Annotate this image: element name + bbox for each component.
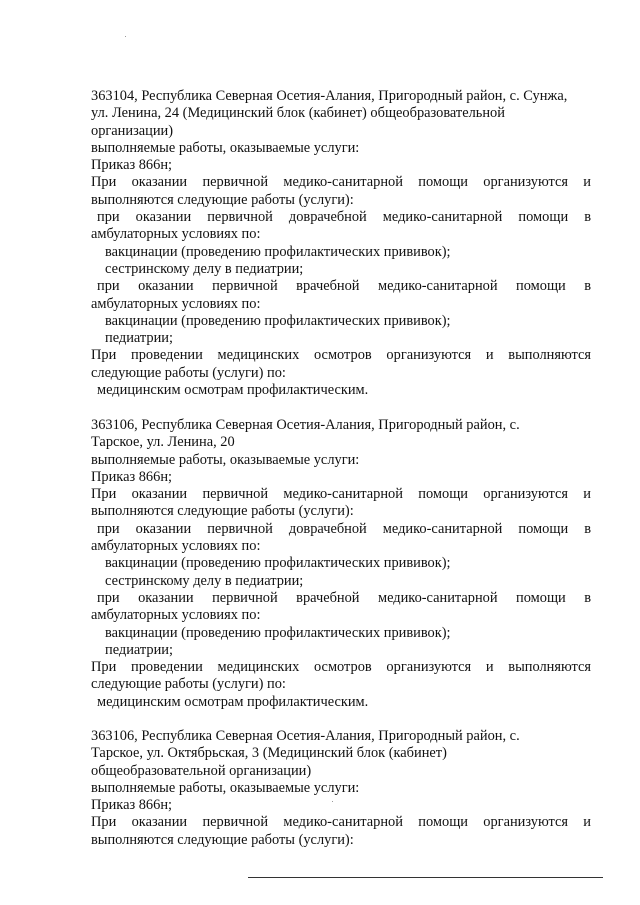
text-line: следующие работы (услуги) по:	[91, 676, 286, 693]
text-line: амбулаторных условиях по:	[91, 295, 261, 312]
list-item: медицинским осмотрам профилактическим.	[97, 693, 369, 710]
text-line: амбулаторных условиях по:	[91, 607, 261, 624]
order-reference: Приказ 866н;	[91, 468, 173, 485]
address-line: Тарское, ул. Ленина, 20	[91, 434, 235, 451]
list-item: вакцинации (проведению профилактических прививок);	[105, 243, 451, 260]
text-line: выполняются следующие работы (услуги):	[91, 831, 354, 848]
list-item: вакцинации (проведению профилактических прививок);	[105, 312, 451, 329]
order-reference: Приказ 866н;	[91, 157, 173, 174]
text-line: При оказании первичной медико-санитарной помощи организуются и	[91, 174, 591, 191]
text-line: следующие работы (услуги) по:	[91, 364, 286, 381]
text-line: выполняются следующие работы (услуги):	[91, 503, 354, 520]
text-line: При оказании первичной медико-санитарной помощи организуются и	[91, 486, 591, 503]
list-item: вакцинации (проведению профилактических прививок);	[105, 624, 451, 641]
services-heading: выполняемые работы, оказываемые услуги:	[91, 139, 360, 156]
address-line: общеобразовательной организации)	[91, 762, 312, 779]
list-item: педиатрии;	[105, 641, 173, 658]
text-line: при оказании первичной врачебной медико-санитарной помощи в	[97, 278, 591, 295]
address-line: 363106, Республика Северная Осетия-Алания, Пригородный район, с.	[91, 728, 520, 744]
list-item: вакцинации (проведению профилактических прививок);	[105, 555, 451, 572]
license-section-tarskoe-oktyabrskaya	[91, 728, 591, 849]
text-line: при оказании первичной доврачебной медико-санитарной помощи в	[97, 209, 591, 226]
text-line: при оказании первичной доврачебной медико-санитарной помощи в	[97, 520, 591, 537]
services-heading: выполняемые работы, оказываемые услуги:	[91, 451, 360, 468]
scan-speck	[125, 36, 126, 37]
footer-rule	[248, 877, 603, 878]
text-line: при оказании первичной врачебной медико-санитарной помощи в	[97, 589, 591, 606]
scan-speck	[332, 801, 333, 802]
license-section-sunzha	[91, 88, 591, 399]
license-section-tarskoe-lenina	[91, 417, 591, 711]
list-item: педиатрии;	[105, 330, 173, 347]
list-item: сестринскому делу в педиатрии;	[105, 260, 304, 277]
address-line: ул. Ленина, 24 (Медицинский блок (кабинет) общеобразовательной	[91, 105, 505, 122]
address-line: Тарское, ул. Октябрьская, 3 (Медицинский блок (кабинет)	[91, 745, 447, 762]
text-line: При проведении медицинских осмотров организуются и выполняются	[91, 347, 591, 364]
services-heading: выполняемые работы, оказываемые услуги:	[91, 779, 360, 796]
text-line: амбулаторных условиях по:	[91, 226, 261, 243]
text-line: При проведении медицинских осмотров организуются и выполняются	[91, 659, 591, 676]
address-line: организации)	[91, 122, 174, 139]
address-line: 363104, Республика Северная Осетия-Алания, Пригородный район, с. Сунжа,	[91, 88, 568, 104]
text-line: амбулаторных условиях по:	[91, 538, 261, 555]
list-item: сестринскому делу в педиатрии;	[105, 572, 304, 589]
text-line: выполняются следующие работы (услуги):	[91, 191, 354, 208]
text-line: При оказании первичной медико-санитарной помощи организуются и	[91, 814, 591, 831]
list-item: медицинским осмотрам профилактическим.	[97, 382, 369, 399]
address-line: 363106, Республика Северная Осетия-Алания, Пригородный район, с.	[91, 417, 520, 433]
order-reference: Приказ 866н;	[91, 797, 173, 814]
